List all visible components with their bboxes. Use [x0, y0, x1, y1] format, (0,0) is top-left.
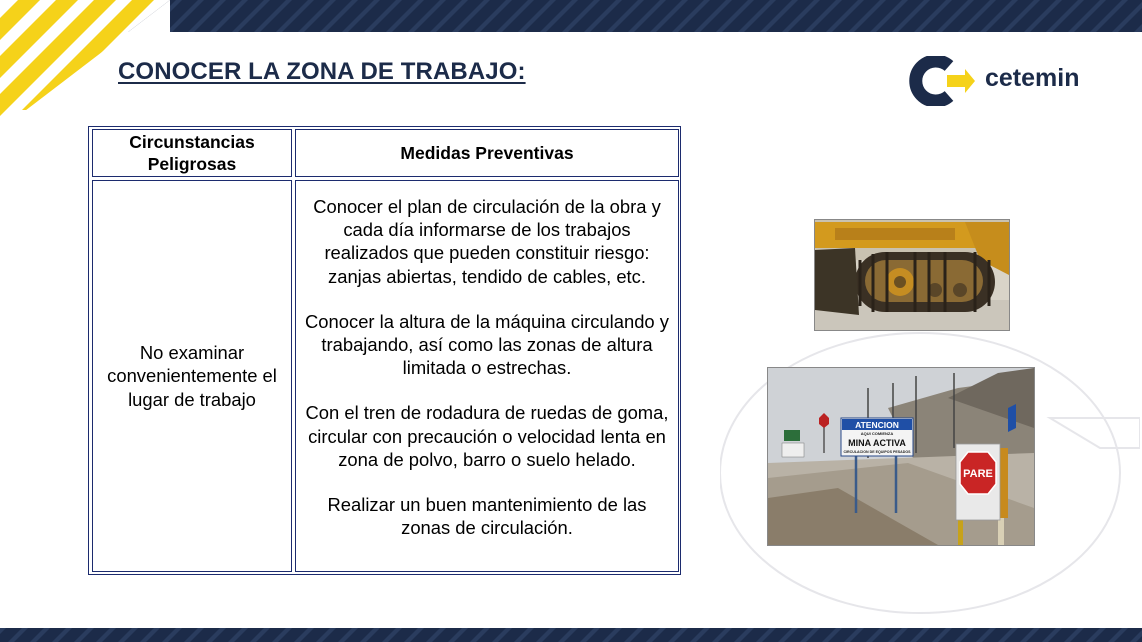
measure-item: Realizar un buen mantenimiento de las zonas de circulación. [327, 494, 647, 539]
top-decorative-bar [0, 0, 1142, 32]
measure-item: Conocer el plan de circulación de la obra y cada día informarse de los trabajos realizados que pueden constituir riesgo: zanjas abiertas, tendido de cables, etc. [313, 196, 661, 287]
bottom-decorative-bar [0, 628, 1142, 642]
sign-pare-text: PARE [963, 468, 993, 480]
logo-wordmark: cetemin [985, 64, 1080, 92]
measure-item: Con el tren de rodadura de ruedas de goma, circular con precaución o velocidad lenta en zona de polvo, barro o suelo helado. [305, 402, 669, 470]
measures-cell [295, 180, 679, 572]
sign-mina-text: MINA ACTIVA [848, 438, 906, 448]
mine-road-signs-photo [767, 367, 1035, 546]
page-title: CONOCER LA ZONA DE TRABAJO: [118, 58, 526, 85]
sign-atencion-text: ATENCION [855, 420, 899, 430]
header-measures: Medidas Preventivas [295, 129, 679, 177]
sign-circulacion-text: CIRCULACION DE EQUIPOS PESADOS [843, 450, 911, 454]
sign-aqui-text: AQUI COMIENZA [860, 431, 894, 436]
crawler-track-photo [814, 219, 1010, 331]
cetemin-logo-mark-icon [907, 56, 977, 106]
measure-item: Conocer la altura de la máquina circulando y trabajando, así como las zonas de altura limitada o estrechas. [305, 310, 669, 379]
hazard-cell [92, 180, 292, 572]
hazard-text: No examinar convenientemente el lugar de trabajo [107, 342, 277, 410]
hazard-table [88, 126, 681, 575]
header-hazards: Circunstancias Peligrosas [92, 129, 292, 177]
cetemin-logo [907, 56, 1107, 106]
